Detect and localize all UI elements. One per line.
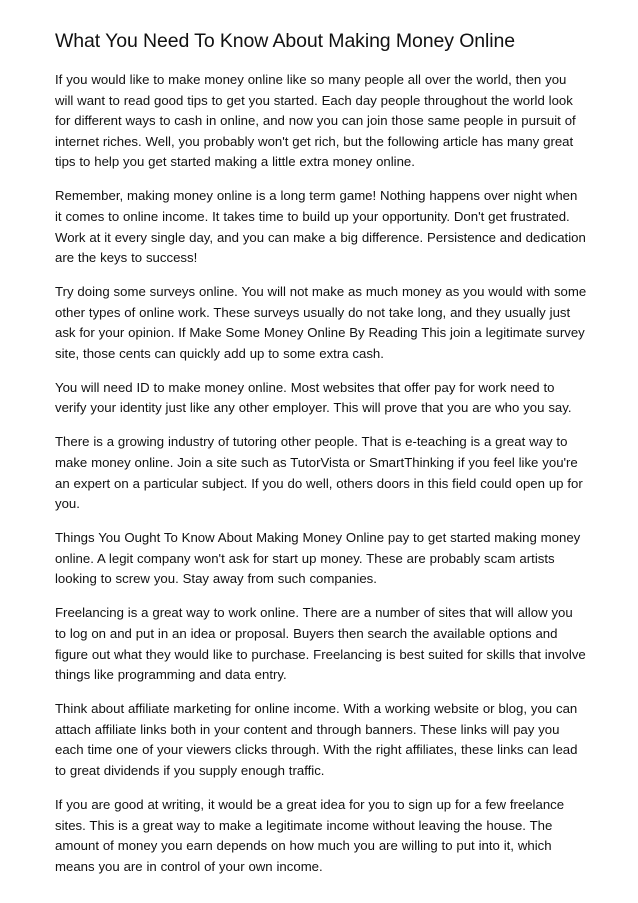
- paragraph-affiliate: Think about affiliate marketing for online income. With a working website or blog, you can attach affiliate links both in your content and through banners. These links will pay you each time one of your viewers clicks through. With the right affiliates, these links can lead to great dividends if you supply enough traffic.: [55, 701, 578, 778]
- page-title: What You Need To Know About Making Money Online: [55, 30, 515, 52]
- paragraph-tutoring: There is a growing industry of tutoring other people. That is e-teaching is a great way to make money online. Join a site such as TutorVista or SmartThinking if you feel like you're an expert on a particular subject. If you do well, others doors in this field could open up for you.: [55, 434, 583, 512]
- paragraph-freelancing: Freelancing is a great way to work online. There are a number of sites that will allow you to log on and put in an idea or proposal. Buyers then search the available options and figure out what they would like to purchase. Freelancing is best suited for skills that involve things like programming and data entry.: [55, 605, 586, 683]
- document-page: [55, 28, 587, 891]
- paragraph-long-term: Remember, making money online is a long term game! Nothing happens over night when it comes to online income. It takes time to build up your opportunity. Don't get frustrated. Work at it every single day, and you can make a big difference. Persistence and dedication are the keys to success!: [55, 188, 586, 266]
- paragraph-intro: If you would like to make money online like so many people all over the world, then you will want to read good tips to get you started. Each day people throughout the world look for different ways to cash in online, and now you can join those same people in pursuit of internet riches. Well, you probably won't get rich, but the following article has many great tips to help you get started making a little extra money online.: [55, 72, 576, 170]
- paragraph-surveys: Try doing some surveys online. You will not make as much money as you would with some other types of online work. These surveys usually do not take long, and they usually just ask for your opinion. If Make Some Money Online By Reading This join a legitimate survey site, those cents can quickly add up to some extra cash.: [55, 284, 587, 361]
- paragraph-id: You will need ID to make money online. Most websites that offer pay for work need to verify your identity just like any other employer. This will prove that you are who you say.: [55, 379, 572, 416]
- paragraph-writing: If you are good at writing, it would be a great idea for you to sign up for a few freelance sites. This is a great way to make a legitimate income without leaving the house. The amount of money you earn depends on how much you are willing to put into it, which means you are in control of your own income.: [55, 796, 565, 874]
- paragraph-startup-money: Things You Ought To Know About Making Money Online pay to get started making money online. A legit company won't ask for start up money. These are probably scam artists looking to screw you. Stay away from such companies.: [55, 530, 581, 587]
